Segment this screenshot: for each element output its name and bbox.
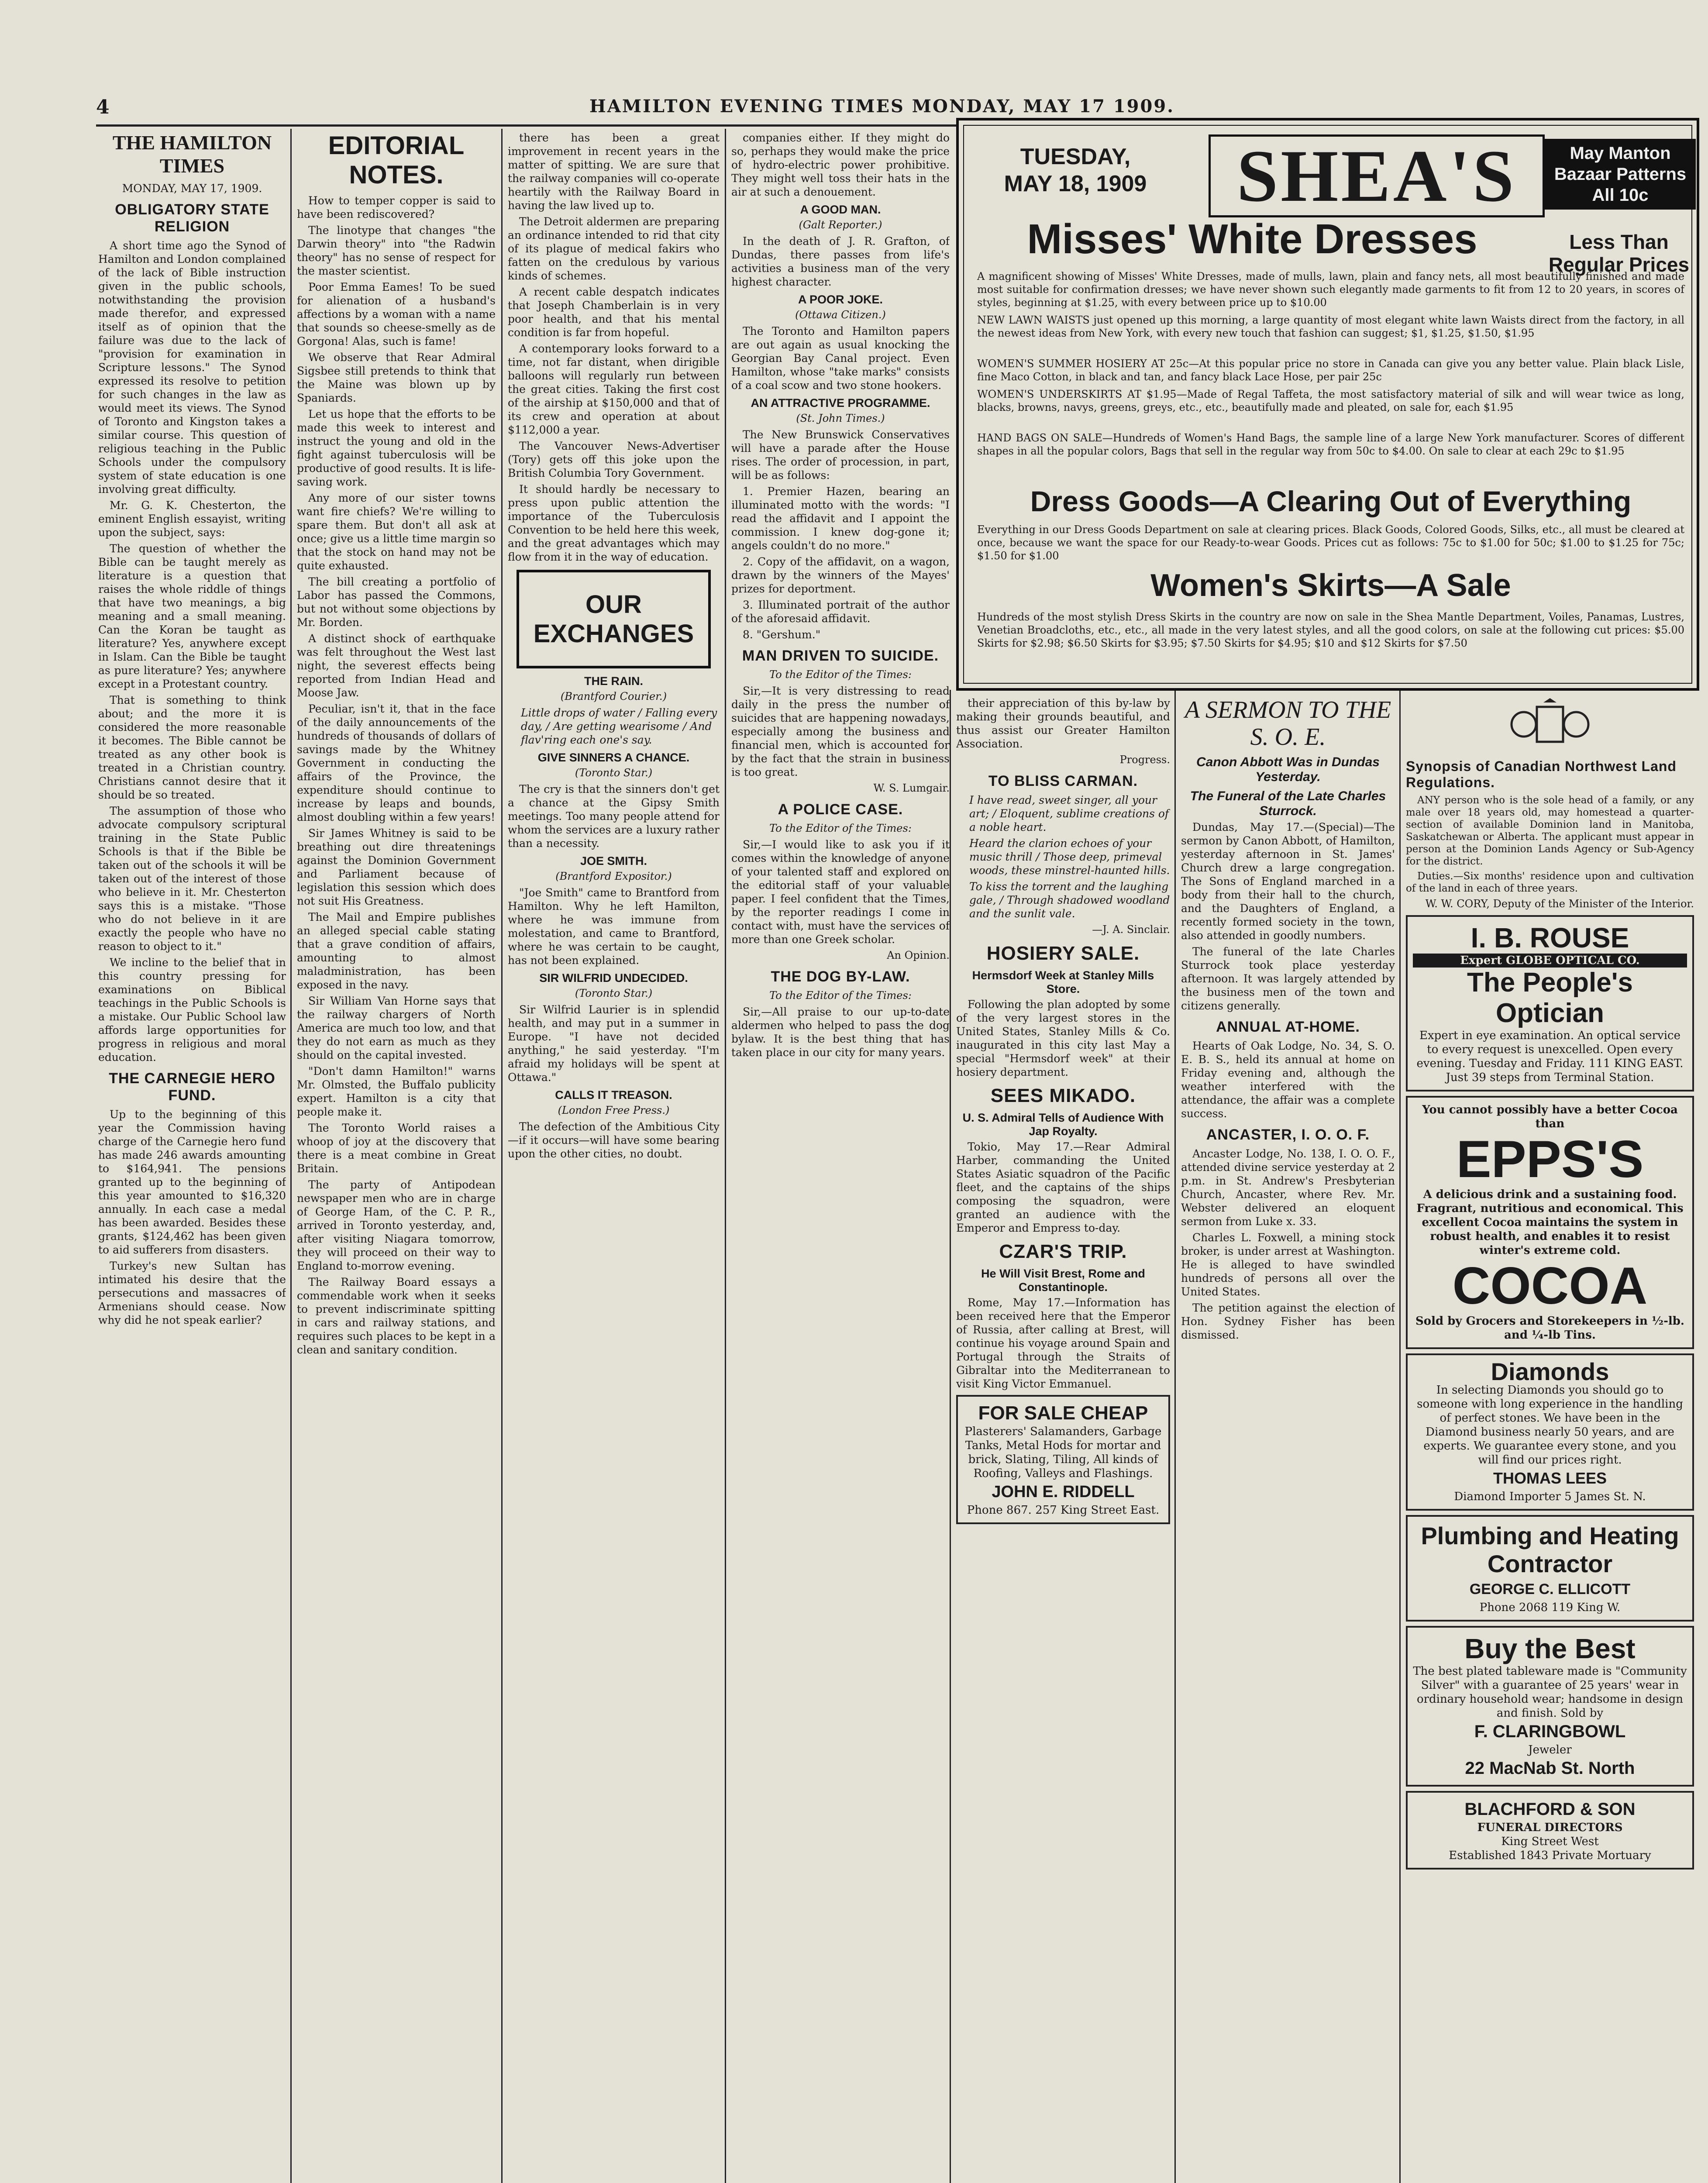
exchange-paragraph: "Joe Smith" came to Brantford from Hamilton. Why he left Hamilton, where he was immune from molestation, and came to Brantford, where he was certain to be caught, has not been explained. — [508, 886, 720, 967]
exchange-headline: CALLS IT TREASON. — [555, 1088, 672, 1102]
article-paragraph: Hearts of Oak Lodge, No. 34, S. O. E. B. S., held its annual at home on Friday evening and, although the weather interfered with the attendance, the affair was a complete success. — [1181, 1040, 1395, 1120]
column-rule — [1399, 690, 1401, 2183]
article-paragraph: Mr. G. K. Chesterton, the eminent English essayist, writing upon the subject, says: — [98, 499, 286, 539]
sheas-copy: Everything in our Dress Goods Department on sale at clearing prices. Black Goods, Colored Goods, Silks, etc., all must be cleared at once, because we want the space for our Ready-to-wear Goods. Prices cut as follows: 75c to $1.00 for 50c; $1.00 to $1.25 for 75c; $1.50 for $1.00 — [977, 523, 1684, 562]
article-paragraph: Sir,—It is very distressing to read daily in the press the number of suicides that are happening nowadays, especially among the business and financial men, which is accounted for by the fact that the strain in business is too great. — [731, 685, 950, 778]
column-rule — [725, 129, 726, 2183]
riddell-ad-items: Plasterers' Salamanders, Garbage Tanks, Metal Hods for mortar and brick, Slating, Tiling, All kinds of Roofing, Valleys and Flashings. — [964, 1425, 1162, 1480]
article-paragraph: We incline to the belief that in this country pressing for examinations on Biblical teachings in the Public Schools is a mistake. Our Public School law affords large opportunities for progress in religious and moral education. — [98, 956, 286, 1064]
epps-cocoa-advertisement — [1406, 1096, 1694, 1349]
nameplate: THE HAMILTON TIMES — [112, 131, 272, 177]
exchange-source: (London Free Press.) — [558, 1104, 670, 1116]
notice-signature: W. W. CORY, Deputy of the Minister of the Interior. — [1425, 898, 1694, 910]
exchange-paragraph: The cry is that the sinners don't get a chance at the Gipsy Smith meetings. Too many people attend for whom the services are a luxury rather than a necessity. — [508, 783, 720, 850]
editorial-note: Poor Emma Eames! To be sued for alienation of a husband's affections by a woman with a name that sounds so cheese-smelly as de Gorgona! Alas, such is fame! — [297, 281, 496, 348]
poem-stanza: I have read, sweet singer, all your art; / Eloquent, sublime creations of a noble heart. — [969, 794, 1169, 833]
editorial-note: The linotype that changes "the Darwin theory" into "the Radwin theory" has no sense of respect for the master scientist. — [297, 224, 496, 277]
article-paragraph: The Toronto and Hamilton papers are out again as usual knocking the Georgian Bay Canal project. Even Hamilton, whose "take marks" consists of a coal scow and two stone hookers. — [731, 325, 950, 392]
headline-hosiery: HOSIERY SALE. — [986, 943, 1140, 964]
exchange-headline: A GOOD MAN. — [800, 203, 881, 216]
exchange-headline: GIVE SINNERS A CHANCE. — [537, 751, 690, 764]
subhead-funeral: The Funeral of the Late Charles Sturrock. — [1190, 789, 1386, 818]
headline-suicide: MAN DRIVEN TO SUICIDE. — [742, 647, 939, 664]
subhead-mikado: U. S. Admiral Tells of Audience With Jap Royalty. — [962, 1111, 1164, 1138]
editorial-note: "Don't damn Hamilton!" warns Mr. Olmsted, the Buffalo publicity expert. Hamilton is a city that people make it. — [297, 1065, 496, 1118]
column-2 — [297, 131, 496, 2183]
rouse-headline: The People's Optician — [1467, 968, 1633, 1028]
column-rule — [950, 690, 951, 2183]
article-paragraph: Following the plan adopted by some of the very largest stores in the United States, Stanley Mills & Co. inaugurated in this city last May a special "Hermsdorf week" at their hosiery department. — [956, 998, 1170, 1078]
column-6 — [1181, 696, 1395, 2183]
column-rule — [501, 129, 503, 2183]
riddell-advertisement — [956, 1395, 1170, 1524]
sheas-copy: Hundreds of the most stylish Dress Skirts in the country are now on sale in the Shea Mantle Department, Voiles, Panamas, Lustres, Venetian Broadcloths, etc., etc., all made in the very latest styles, and all the good colors, on sale at the following cut prices: $5.00 Skirts for $2.98; $6.50 Skirts for $3.95; $7.50 Skirts for $4.95; $10 and $12 Skirts for $7.50 — [977, 611, 1684, 649]
blachford-sub: FUNERAL DIRECTORS — [1477, 1821, 1623, 1834]
sheas-ad-date: TUESDAY, MAY 18, 1909 — [1004, 144, 1147, 196]
letter-salutation: To the Editor of the Times: — [769, 668, 912, 681]
exchange-source: (Brantford Courier.) — [560, 690, 667, 702]
column-7 — [1406, 696, 1694, 2183]
claringbowl-sub: Jeweler — [1528, 1743, 1572, 1756]
exchange-headline: JOE SMITH. — [580, 854, 647, 868]
letter-salutation: To the Editor of the Times: — [769, 822, 912, 834]
editorial-note: A distinct shock of earthquake was felt throughout the West last night, the severest effects being reported from Indian Head and Moose Jaw. — [297, 632, 496, 699]
article-paragraph: Rome, May 17.—Information has been received here that the Emperor of Russia, after calling at Brest, will continue his voyage around Spain and Portugal through the Straits of Gibraltar into the Mediterranean to visit King Victor Emmanuel. — [956, 1296, 1170, 1390]
sheas-copy: WOMEN'S UNDERSKIRTS AT $1.95—Made of Regal Taffeta, the most satisfactory material of silk and will wear twice as long, blacks, browns, navys, greens, greys, etc., etc., beautifully made and pleated, on sale for, each $1.95 — [977, 388, 1684, 413]
plumbing-headline: Plumbing and Heating Contractor — [1421, 1522, 1679, 1577]
article-paragraph: Charles L. Foxwell, a mining stock broker, is under arrest at Washington. He is alleged to have swindled hundreds of persons all over the United States. — [1181, 1231, 1395, 1298]
article-paragraph: The funeral of the late Charles Sturrock took place yesterday afternoon. It was largely attended by the business men of the town and citizens generally. — [1181, 945, 1395, 1012]
diamonds-headline: Diamonds — [1491, 1358, 1609, 1385]
editorial-note: How to temper copper is said to have been rediscovered? — [297, 194, 496, 220]
editorial-note: Let us hope that the efforts to be made this week to interest and instruct the young and old in the fight against tuberculosis will be productive of good results. It is life-saving work. — [297, 408, 496, 488]
editorial-note: We observe that Rear Admiral Sigsbee still pretends to think that the Maine was blown up by Spaniards. — [297, 351, 496, 404]
article-paragraph: Dundas, May 17.—(Special)—The sermon by Canon Abbott, of Hamilton, yesterday afternoon in St. James' Church drew a large congregation. The Sons of England marched in a body from their hall to the church, and the Daughters of England, a recently formed society in the town, also attended in goodly numbers. — [1181, 821, 1395, 942]
exchange-paragraph: Sir Wilfrid Laurier is in splendid health, and may put in a summer in Europe. "I have not decided anything," he said yesterday. "I'm afraid my holidays will be spent at Ottawa." — [508, 1003, 720, 1084]
subhead-czar: He Will Visit Brest, Rome and Constantinople. — [981, 1267, 1145, 1294]
lees-name: THOMAS LEES — [1493, 1469, 1607, 1487]
article-paragraph: companies either. If they might do so, perhaps they would make the price of hydro-electric power prohibitive. They might well toss their hats in the air at such a denouement. — [731, 131, 950, 198]
epps-logo: EPPS'S — [1456, 1130, 1644, 1188]
exchange-headline: SIR WILFRID UNDECIDED. — [539, 971, 688, 985]
claringbowl-copy: The best plated tableware made is "Community Silver" with a guarantee of 25 years' wear in ordinary household wear; handsome in design and finish. Sold by — [1413, 1665, 1687, 1720]
ellicott-phone: Phone 2068 119 King W. — [1479, 1601, 1621, 1614]
letter-signature: Progress. — [1119, 754, 1170, 766]
riddell-ad-name: JOHN E. RIDDELL — [992, 1483, 1135, 1501]
exchange-source: (Brantford Expositor.) — [555, 870, 672, 882]
blachford-established: Established 1843 Private Mortuary — [1449, 1849, 1651, 1862]
headline-carman: TO BLISS CARMAN. — [988, 773, 1138, 789]
issue-date: MONDAY, MAY 17, 1909. — [122, 182, 262, 195]
exchange-paragraph: The defection of the Ambitious City—if it occurs—will have some bearing upon the other cities, no doubt. — [508, 1120, 720, 1160]
article-paragraph: their appreciation of this by-law by making their grounds beautiful, and thus assist our Greater Hamilton Association. — [956, 697, 1170, 750]
exchange-source: (Toronto Star.) — [575, 767, 653, 779]
sheas-dress-goods-headline: Dress Goods—A Clearing Out of Everything — [1030, 485, 1632, 517]
ellicott-name: GEORGE C. ELLICOTT — [1469, 1581, 1631, 1598]
our-exchanges-banner: OUR EXCHANGES — [517, 570, 711, 668]
blachford-advertisement — [1406, 1791, 1694, 1870]
article-paragraph: The New Brunswick Conservatives will have a parade after the House rises. The order of procession, in part, will be as follows: — [731, 428, 950, 482]
poem-stanza: Heard the clarion echoes of your music thrill / Those deep, primeval woods, these minstrel-haunted hills. — [969, 837, 1170, 877]
editorial-note: The Railway Board essays a commendable work when it seeks to prevent indiscriminate spitting in cars and railway stations, and requires such places to be kept in a clean and sanitary condition. — [297, 1276, 496, 1356]
article-paragraph: A short time ago the Synod of Hamilton and London complained of the lack of Bible instruction given in the public schools, notwithstanding the provision made therefor, and expressed itself as of opinion that the failure was due to the lack of "provision for examination in Scripture lessons." The Synod expressed its resolve to petition for such changes in the law as would meet its views. The Synod of Toronto and Kingston takes a similar course. This question of religious teaching in the Public Schools under the compulsory system of state education is one involving great difficulty. — [98, 239, 286, 496]
column-5 — [956, 696, 1170, 2183]
sheas-less-than: Less Than Regular Prices — [1548, 231, 1690, 276]
sheas-copy: HAND BAGS ON SALE—Hundreds of Women's Hand Bags, the sample line of a large New York manufacturer. Scores of different shapes in all the popular colors, Bags that sell in the regular way from 50c to $4.00. On sale to clear at each 29c to $1.95 — [977, 432, 1684, 457]
editorial-note: Sir James Whitney is said to be breathing out dire threatenings against the Dominion Government and Parliament because of legislation this session which does not suit His Greatness. — [297, 827, 496, 907]
article-paragraph: The petition against the election of Hon. Sydney Fisher has been dismissed. — [1181, 1302, 1395, 1341]
ellicott-advertisement — [1406, 1515, 1694, 1622]
article-paragraph: A contemporary looks forward to a time, not far distant, when dirigible balloons will regularly run between the great cities. Taking the first cost of the airship at $150,000 and that of its crew and operation at about $112,000 a year. — [508, 342, 720, 436]
headline-ancaster: ANCASTER, I. O. O. F. — [1206, 1126, 1370, 1143]
editorial-note: Peculiar, isn't it, that in the face of the daily announcements of the hundreds of thousands of dollars of savings made by the Whitney Government in conducting the affairs of the Province, the expenditure should continue to increase by leaps and bounds, almost doubling within a few years! — [297, 702, 496, 823]
exchange-source: (Galt Reporter.) — [799, 219, 882, 231]
diamonds-copy: In selecting Diamonds you should go to someone with long experience in the handling of perfect stones. We have been in the Diamond business nearly 50 years, and are experts. We guarantee every stone, and you will find our prices right. — [1417, 1384, 1683, 1467]
article-paragraph: Tokio, May 17.—Rear Admiral Harber, commanding the United States Asiatic squadron of the Pacific fleet, and the captains of the ships composing the squadron, were granted an audience with the Emperor and Empress to-day. — [956, 1140, 1170, 1234]
lees-address: Diamond Importer 5 James St. N. — [1454, 1490, 1646, 1503]
lees-diamonds-advertisement — [1406, 1353, 1694, 1511]
editorial-note: The Toronto World raises a whoop of joy at the discovery that there is a meat combine in Great Britain. — [297, 1122, 496, 1175]
exchange-source: (Ottawa Citizen.) — [795, 309, 886, 321]
blachford-address: King Street West — [1501, 1835, 1599, 1848]
article-paragraph: 2. Copy of the affidavit, on a wagon, drawn by the winners of the Mayes' prizes for deportment. — [731, 555, 950, 595]
exchange-source: (St. John Times.) — [796, 412, 885, 424]
exchange-headline: AN ATTRACTIVE PROGRAMME. — [751, 396, 930, 410]
sheas-copy: A magnificent showing of Misses' White Dresses, made of mulls, lawn, plain and fancy nets, all most beautifully finished and made most suitable for confirmation dresses; we have never shown such elegantly made garments to fit from 12 to 20 years, in scores of styles, beginning at $1.25, with every between price up to $10.00 — [977, 270, 1684, 309]
article-paragraph: 3. Illuminated portrait of the author of the aforesaid affidavit. — [731, 599, 950, 625]
column-rule — [1174, 690, 1176, 2183]
article-paragraph: That is something to think about; and the more it is considered the more reasonable it becomes. The Bible cannot be treated as any other book is treated in a Christian country. Christians cannot desire that it should be so treated. — [98, 694, 286, 801]
claringbowl-name: F. CLARINGBOWL — [1474, 1722, 1626, 1741]
editorial-note: The bill creating a portfolio of Labor has passed the Commons, but not without some objections by Mr. Borden. — [297, 575, 496, 629]
sheas-copy: WOMEN'S SUMMER HOSIERY AT 25c—At this popular price no store in Canada can give you any better value. Plain black Lisle, fine Maco Cotton, in black and tan, and fancy black Lace Hose, per pair 25c — [977, 358, 1684, 383]
sheas-ad-frame — [963, 125, 1692, 684]
article-paragraph: A recent cable despatch indicates that Joseph Chamberlain is in very poor health, and that his mental condition is far from hopeful. — [508, 286, 720, 339]
article-paragraph: Turkey's new Sultan has intimated his desire that the persecutions and massacres of Armenians should cease. Now why did he not speak earlier? — [98, 1260, 286, 1326]
editorial-note: The Mail and Empire publishes an alleged special cable stating that a grave condition of affairs, amounting to almost maladministration, has been exposed in the navy. — [297, 911, 496, 991]
rouse-advertisement — [1406, 915, 1694, 1092]
sheas-patterns-badge: May Manton Bazaar Patterns All 10c — [1545, 139, 1696, 210]
headline-police: A POLICE CASE. — [778, 801, 903, 818]
cocoa-copy: Sold by Grocers and Storekeepers in ½-lb. and ¼-lb Tins. — [1415, 1315, 1684, 1342]
column-3 — [508, 131, 720, 2183]
exchange-source: (Toronto Star.) — [575, 987, 653, 999]
editorial-note: Any more of our sister towns want fire chiefs? We're willing to spare them. But don't all ask at once; give us a little time margin so that the stock on hand may not be quite exhausted. — [297, 492, 496, 572]
article-paragraph: The question of whether the Bible can be taught merely as literature is a question that raises the whole riddle of things that have two meanings, a big meaning and a small meaning. Can the Koran be taught as literature? Yes, anywhere except in Islam. Can the Bible be taught as pure literature? Yes; anywhere except in a Protestant country. — [98, 542, 286, 690]
rouse-name: I. B. ROUSE — [1470, 922, 1629, 954]
riddell-ad-headline: FOR SALE CHEAP — [978, 1402, 1148, 1424]
letter-signature: W. S. Lumgair. — [873, 782, 950, 794]
editorial-note: Sir William Van Horne says that the railway chargers of North America are much too low, and that they do not earn as much as they should on the capital invested. — [297, 995, 496, 1061]
epps-copy: A delicious drink and a sustaining food. Fragrant, nutritious and economical. This excellent Cocoa maintains the system in robust health, and enables it to resist winter's extreme cold. — [1416, 1188, 1684, 1257]
article-paragraph: Sir,—All praise to our up-to-date aldermen who helped to pass the dog bylaw. It is the best thing that has taken place in our city for many years. — [731, 1005, 950, 1059]
article-paragraph: Ancaster Lodge, No. 138, I. O. O. F., attended divine service yesterday at 2 p.m. in St. Andrew's Presbyterian Church, Ancaster, where Rev. Mr. Webster delivered an eloquent sermon from Luke x. 33. — [1181, 1147, 1395, 1228]
headline-sermon: A SERMON TO THE S. O. E. — [1185, 696, 1391, 751]
poem-signature: —J. A. Sinclair. — [1092, 923, 1170, 936]
rouse-subtitle: Expert GLOBE OPTICAL CO. — [1413, 954, 1687, 968]
claringbowl-advertisement — [1406, 1626, 1694, 1787]
article-paragraph: there has been a great improvement in recent years in the matter of spitting. We are sure that the railway companies will co-operate heartily with the Railway Board in having the law lived up to. — [508, 131, 720, 212]
column-4 — [731, 131, 950, 2183]
exchange-poem: Little drops of water / Falling every day, / Are getting wearisome / And flav'ring each one's say. — [521, 706, 717, 746]
running-title: HAMILTON EVENING TIMES MONDAY, MAY 17 1909. — [589, 96, 1175, 117]
poem-stanza: To kiss the torrent and the laughing gale, / Through shadowed woodland and the sunlit vale. — [969, 880, 1170, 920]
headline-religion: OBLIGATORY STATE RELIGION — [115, 201, 269, 235]
exchange-headline: THE RAIN. — [584, 675, 643, 688]
article-paragraph: 8. "Gershum." — [743, 628, 821, 641]
headline-czar: CZAR'S TRIP. — [999, 1241, 1127, 1262]
article-paragraph: ANY person who is the sole head of a family, or any male over 18 years old, may homestead a quarter-section of available Dominion land in Manitoba, Saskatchewan or Alberta. The applicant must appear in person at the Dominion Lands Agency or Sub-Agency for the district. — [1406, 795, 1694, 867]
blachford-name: BLACHFORD & SON — [1464, 1800, 1636, 1819]
claringbowl-address: 22 MacNab St. North — [1465, 1759, 1635, 1778]
page-number: 4 — [96, 96, 110, 118]
headline-carnegie: THE CARNEGIE HERO FUND. — [109, 1070, 275, 1104]
article-paragraph: The Detroit aldermen are preparing an ordinance intended to rid that city of its plague of medical fakirs who fatten on the credulous by various kinds of schemes. — [508, 215, 720, 282]
article-paragraph: The Vancouver News-Advertiser (Tory) gets off this joke upon the British Columbia Tory Government. — [508, 440, 720, 479]
headline-synopsis: Synopsis of Canadian Northwest Land Regulations. — [1406, 758, 1677, 790]
sheas-logo: SHEA'S — [1209, 134, 1545, 217]
headline-dog: THE DOG BY-LAW. — [771, 968, 910, 985]
subhead-hosiery: Hermsdorf Week at Stanley Mills Store. — [972, 969, 1154, 995]
article-paragraph: Up to the beginning of this year the Commission having charge of the Carnegie hero fund has made 246 awards amounting to $164,941. The pensions granted up to the beginning of this year amounted to $16,320 annually. In each case a medal has been awarded. Besides these grants, $124,462 has been given to aid sufferers from disasters. — [98, 1108, 286, 1256]
article-paragraph: In the death of J. R. Grafton, of Dundas, there passes from life's activities a business man of the very highest character. — [731, 235, 950, 288]
coat-of-arms-icon — [1406, 698, 1694, 752]
rouse-copy: Expert in eye examination. An optical service to every request is unexcelled. Open every evening. Tuesday and Friday. 111 KING EAST. Just 39 steps from Terminal Station. — [1416, 1029, 1684, 1084]
letter-signature: An Opinion. — [887, 949, 950, 961]
letter-salutation: To the Editor of the Times: — [769, 989, 912, 1002]
riddell-ad-address: Phone 867. 257 King Street East. — [967, 1504, 1160, 1517]
column-rule — [290, 129, 292, 2183]
sheas-advertisement — [956, 118, 1699, 691]
article-paragraph: The assumption of those who advocate compulsory scriptural training in the State Public Schools is that if the Bible be taken out of the schools it will be taken out of the interest of those who believe in it. Mr. Chesterton says this is a mistake. "Those who do not believe in it are exactly the people who have no reason to object to it." — [98, 805, 286, 953]
sheas-copy: NEW LAWN WAISTS just opened up this morning, a large quantity of most elegant white lawn Waists direct from the factory, in all the newest ideas from New York, with every new touch that fashion can suggest; $1, $1.25, $1.50, $1.95 — [977, 314, 1684, 339]
sheas-skirts-headline: Women's Skirts—A Sale — [1150, 568, 1511, 603]
epps-top-line: You cannot possibly have a better Cocoa than — [1422, 1103, 1678, 1130]
subhead-sermon: Canon Abbott Was in Dundas Yesterday. — [1196, 755, 1380, 784]
cocoa-logo: COCOA — [1452, 1257, 1648, 1315]
editorial-note: The party of Antipodean newspaper men who are in charge of George Ham, of the C. P. R., arrived in Toronto yesterday, and, after visiting Niagara tomorrow, they will proceed on their way to England to-morrow evening. — [297, 1178, 496, 1272]
editorial-title: EDITORIAL NOTES. — [328, 131, 465, 189]
buy-the-best-headline: Buy the Best — [1464, 1633, 1636, 1664]
column-1 — [98, 131, 286, 2183]
headline-annual: ANNUAL AT-HOME. — [1216, 1019, 1360, 1035]
sheas-headline: Misses' White Dresses — [1027, 216, 1477, 262]
article-paragraph: Duties.—Six months' residence upon and cultivation of the land in each of three years. — [1406, 871, 1694, 894]
article-paragraph: It should hardly be necessary to press upon public attention the importance of the Tuberculosis Convention to be held here this week, and the great advantages which may flow from it in the way of education. — [508, 483, 720, 563]
exchange-headline: A POOR JOKE. — [798, 293, 883, 306]
article-paragraph: 1. Premier Hazen, bearing an illuminated motto with the words: "I read the affidavit and I appoint the commission. I knew dog-gone it; angels couldn't do no more." — [731, 485, 950, 552]
headline-mikado: SEES MIKADO. — [990, 1085, 1136, 1106]
article-paragraph: Sir,—I would like to ask you if it comes within the knowledge of anyone of your talented staff and explored on the editorial staff of your valuable paper. I feel confident that the Times, by the reporter readings I come in contact with, must have the services of more than one Greek scholar. — [731, 838, 950, 946]
